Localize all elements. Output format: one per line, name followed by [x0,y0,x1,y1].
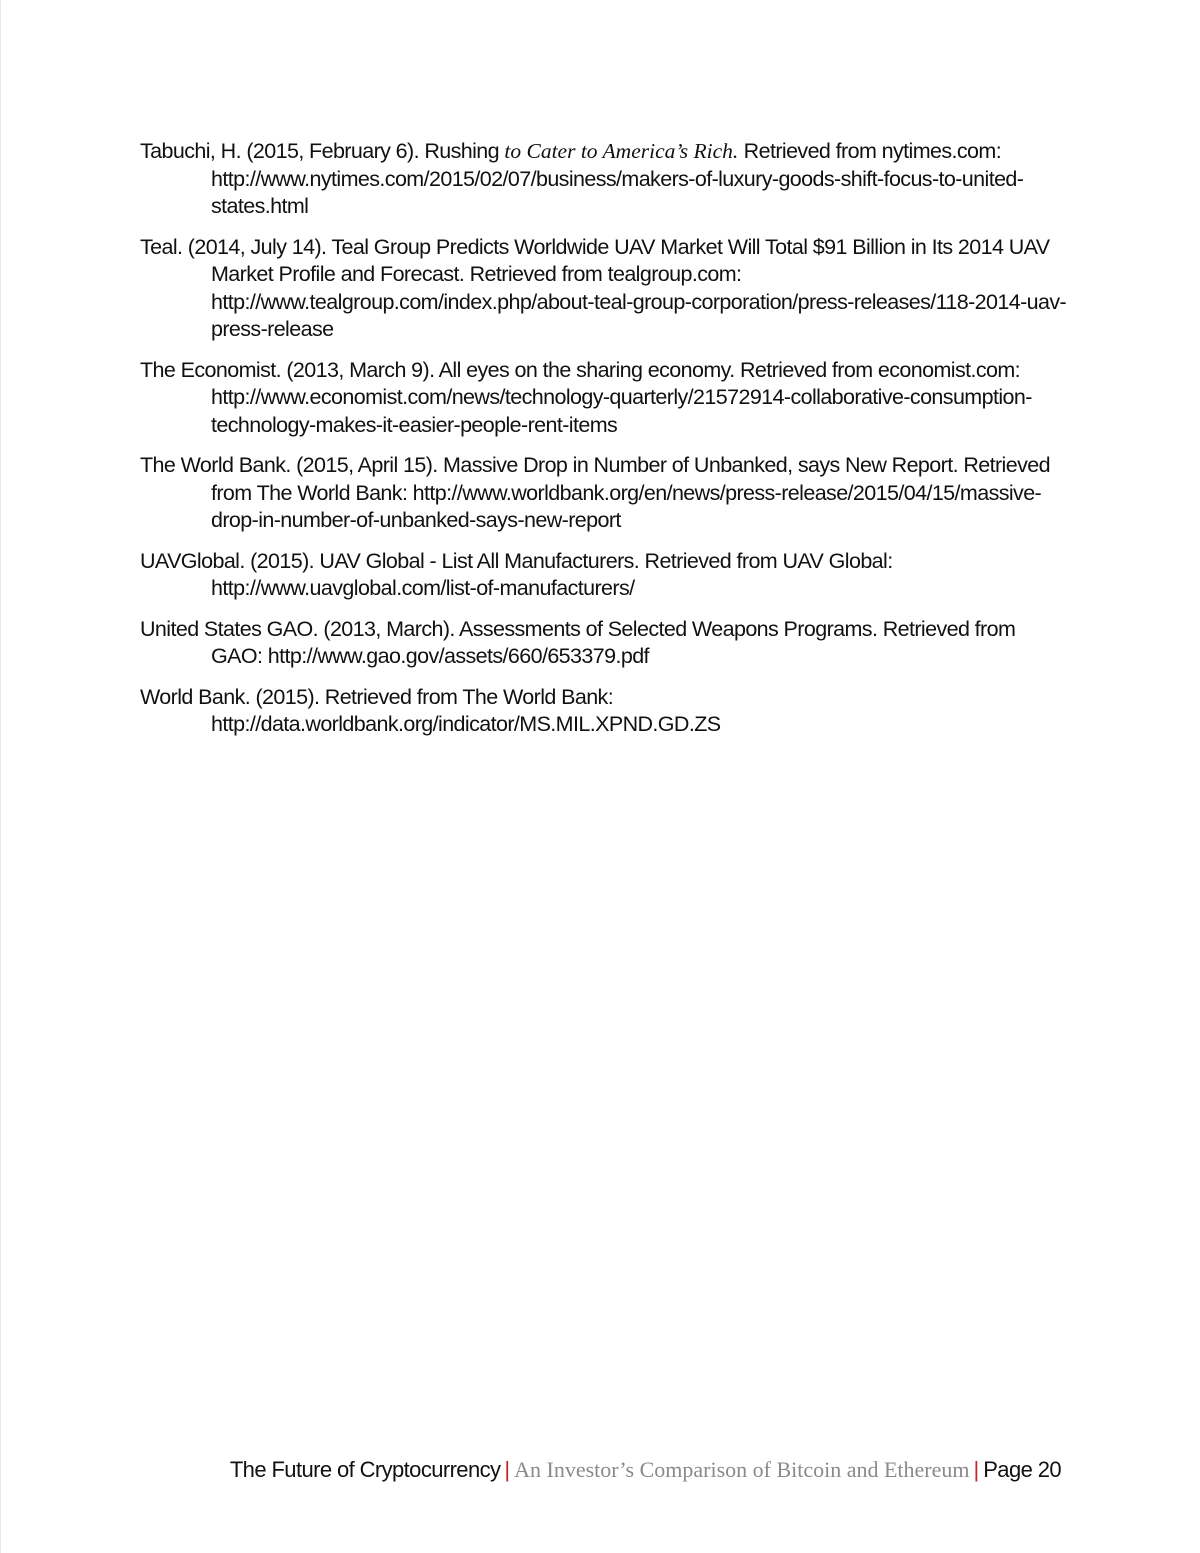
footer-separator: | [504,1457,511,1482]
reference-text-tail: Retrieved from nytimes.com: http://www.nytimes.com/2015/02/07/business/makers-of-luxury-goods-shift-focus-to-united-states.html [211,139,1024,218]
reference-text: United States GAO. (2013, March). Assessments of Selected Weapons Programs. Retrieved from GAO: http://www.gao.gov/assets/660/653379.pdf [140,616,1016,668]
reference-text: The World Bank. (2015, April 15). Massive Drop in Number of Unbanked, says New Report. Retrieved from The World Bank: http://www.worldbank.org/en/news/press-release/2015/04/15/massive-drop-in-number-of-unbanked-says-new-report [140,453,1050,532]
reference-title-italic: to Cater to America’s Rich. [504,139,739,163]
reference-entry [140,357,1070,440]
reference-list [140,138,1070,752]
reference-text: Teal. (2014, July 14). Teal Group Predicts Worldwide UAV Market Will Total $91 Billion in Its 2014 UAV Market Profile and Forecast. Retrieved from tealgroup.com: http://www.tealgroup.com/index.php/about-teal-group-corporation/press-releases/118-2014-uav-press-release [140,234,1067,341]
reference-text: Tabuchi, H. (2015, February 6). Rushing [140,139,505,163]
footer-separator: | [973,1457,980,1482]
reference-entry [140,234,1070,344]
reference-entry [140,684,1070,739]
footer-title: The Future of Cryptocurrency [229,1457,501,1482]
reference-text: World Bank. (2015). Retrieved from The World Bank: http://data.worldbank.org/indicator/MS.MIL.XPND.GD.ZS [140,684,721,736]
reference-entry [140,452,1070,535]
page-footer [230,1457,1061,1483]
footer-page-number: Page 20 [983,1457,1061,1482]
reference-entry [140,548,1070,603]
reference-text: UAVGlobal. (2015). UAV Global - List All Manufacturers. Retrieved from UAV Global: http://www.uavglobal.com/list-of-manufacturers/ [140,548,893,600]
reference-entry [140,138,1070,221]
footer-subtitle: An Investor’s Comparison of Bitcoin and Ethereum [514,1457,970,1482]
reference-text: The Economist. (2013, March 9). All eyes on the sharing economy. Retrieved from economist.com: http://www.economist.com/news/technology-quarterly/21572914-collaborative-consumption-technology-makes-it-easier-people-rent-items [140,357,1032,437]
reference-entry [140,616,1070,671]
